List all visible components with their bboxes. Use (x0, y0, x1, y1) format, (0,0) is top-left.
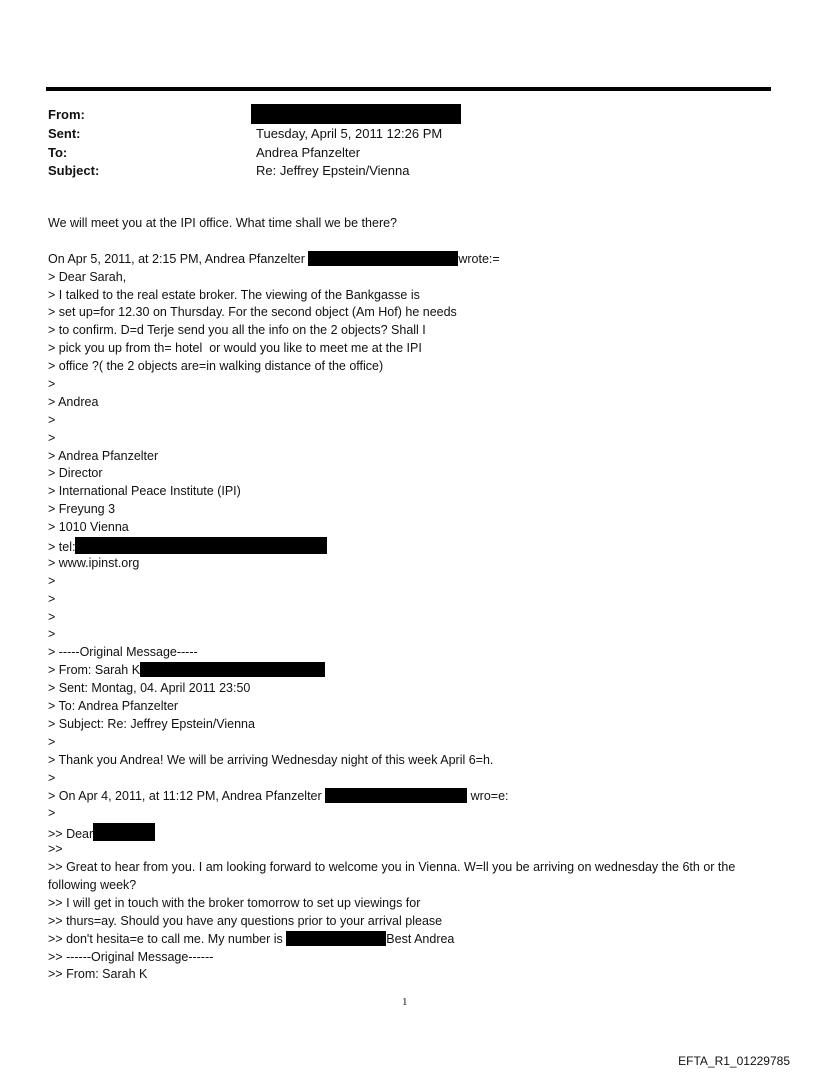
body-line: > (48, 734, 56, 749)
body-line: >> ------Original Message------ (48, 949, 214, 964)
body-line: > Director (48, 466, 103, 481)
subject-value: Re: Jeffrey Epstein/Vienna (256, 163, 410, 178)
body-line: > Andrea (48, 394, 99, 409)
quoted-header-line (48, 251, 778, 269)
page-number: 1 (402, 996, 408, 1008)
body-line: > (48, 377, 56, 392)
body-text-segment: Best Andrea (386, 931, 455, 946)
redaction-email (308, 251, 458, 266)
quoted-header-line (48, 788, 778, 806)
body-line: > (48, 806, 56, 821)
body-text-segment: On Apr 5, 2011, at 2:15 PM, Andrea Pfanzelter (48, 251, 309, 266)
sent-value: Tuesday, April 5, 2011 12:26 PM (256, 126, 443, 141)
body-line: > Andrea Pfanzelter (48, 448, 159, 463)
header-rule (46, 87, 771, 91)
from-label: From: (48, 107, 85, 122)
body-line: > Subject: Re: Jeffrey Epstein/Vienna (48, 716, 255, 731)
body-line: > Dear Sarah, (48, 269, 127, 284)
to-label: To: (48, 145, 68, 160)
redaction-email (325, 788, 467, 803)
body-line: > Thank you Andrea! We will be arriving Wednesday night of this week April 6=h. (48, 752, 494, 767)
body-line: > office ?( the 2 objects are=in walking distance of the office) (48, 359, 384, 374)
body-line: > To: Andrea Pfanzelter (48, 699, 179, 714)
body-line: >> I will get in touch with the broker tomorrow to set up viewings for (48, 895, 421, 910)
document-id: EFTA_R1_01229785 (678, 1054, 790, 1068)
body-line: We will meet you at the IPI office. What time shall we be there? (48, 216, 398, 230)
greeting-line (48, 823, 778, 841)
redaction-phone (286, 931, 386, 946)
email-body (48, 215, 778, 984)
body-text-segment: > tel: (48, 540, 76, 555)
to-value: Andrea Pfanzelter (256, 145, 361, 160)
from-sarah-line (48, 662, 778, 680)
body-line: > www.ipinst.org (48, 555, 140, 570)
body-line: > (48, 609, 56, 624)
body-line: > (48, 591, 56, 606)
body-line: > -----Original Message----- (48, 645, 198, 660)
sent-label: Sent: (48, 126, 81, 141)
body-line: > I talked to the real estate broker. The viewing of the Bankgasse is (48, 287, 420, 302)
redaction-from (251, 104, 461, 124)
tel-line (48, 537, 778, 555)
redaction-phone (75, 537, 327, 554)
body-line: > set up=for 12.30 on Thursday. For the second object (Am Hof) he needs (48, 305, 457, 320)
body-text-segment: > On Apr 4, 2011, at 11:12 PM, Andrea Pfanzelter (48, 788, 326, 803)
subject-label: Subject: (48, 163, 100, 178)
body-text-segment: wrote:= (458, 251, 500, 266)
body-line: > (48, 412, 56, 427)
body-line: >> (48, 842, 63, 857)
body-text-segment: > From: Sarah K (48, 663, 141, 678)
body-line: > Sent: Montag, 04. April 2011 23:50 (48, 681, 251, 696)
body-line: > International Peace Institute (IPI) (48, 484, 241, 499)
body-line: > (48, 573, 56, 588)
body-line: > pick you up from th= hotel or would you like to meet me at the IPI (48, 341, 422, 356)
body-text-segment: >> Dear (48, 827, 94, 842)
body-line: >> Great to hear from you. I am looking forward to welcome you in Vienna. W=ll you be arriving on wednesday the 6th or the following week? (48, 860, 736, 892)
redaction-name (93, 823, 155, 841)
body-text-segment: >> don't hesita=e to call me. My number is (48, 931, 287, 946)
body-line: >> thurs=ay. Should you have any questions prior to your arrival please (48, 913, 443, 928)
body-line: > to confirm. D=d Terje send you all the info on the 2 objects? Shall I (48, 323, 426, 338)
body-line: > 1010 Vienna (48, 520, 129, 535)
spacer (48, 233, 778, 251)
body-line: > (48, 627, 56, 642)
phone-line (48, 931, 778, 949)
body-line: > (48, 430, 56, 445)
body-line: > (48, 770, 56, 785)
body-text-segment: wro=e: (467, 788, 509, 803)
redaction-name (140, 662, 325, 677)
body-line: > Freyung 3 (48, 502, 116, 517)
body-line: >> From: Sarah K (48, 967, 148, 982)
